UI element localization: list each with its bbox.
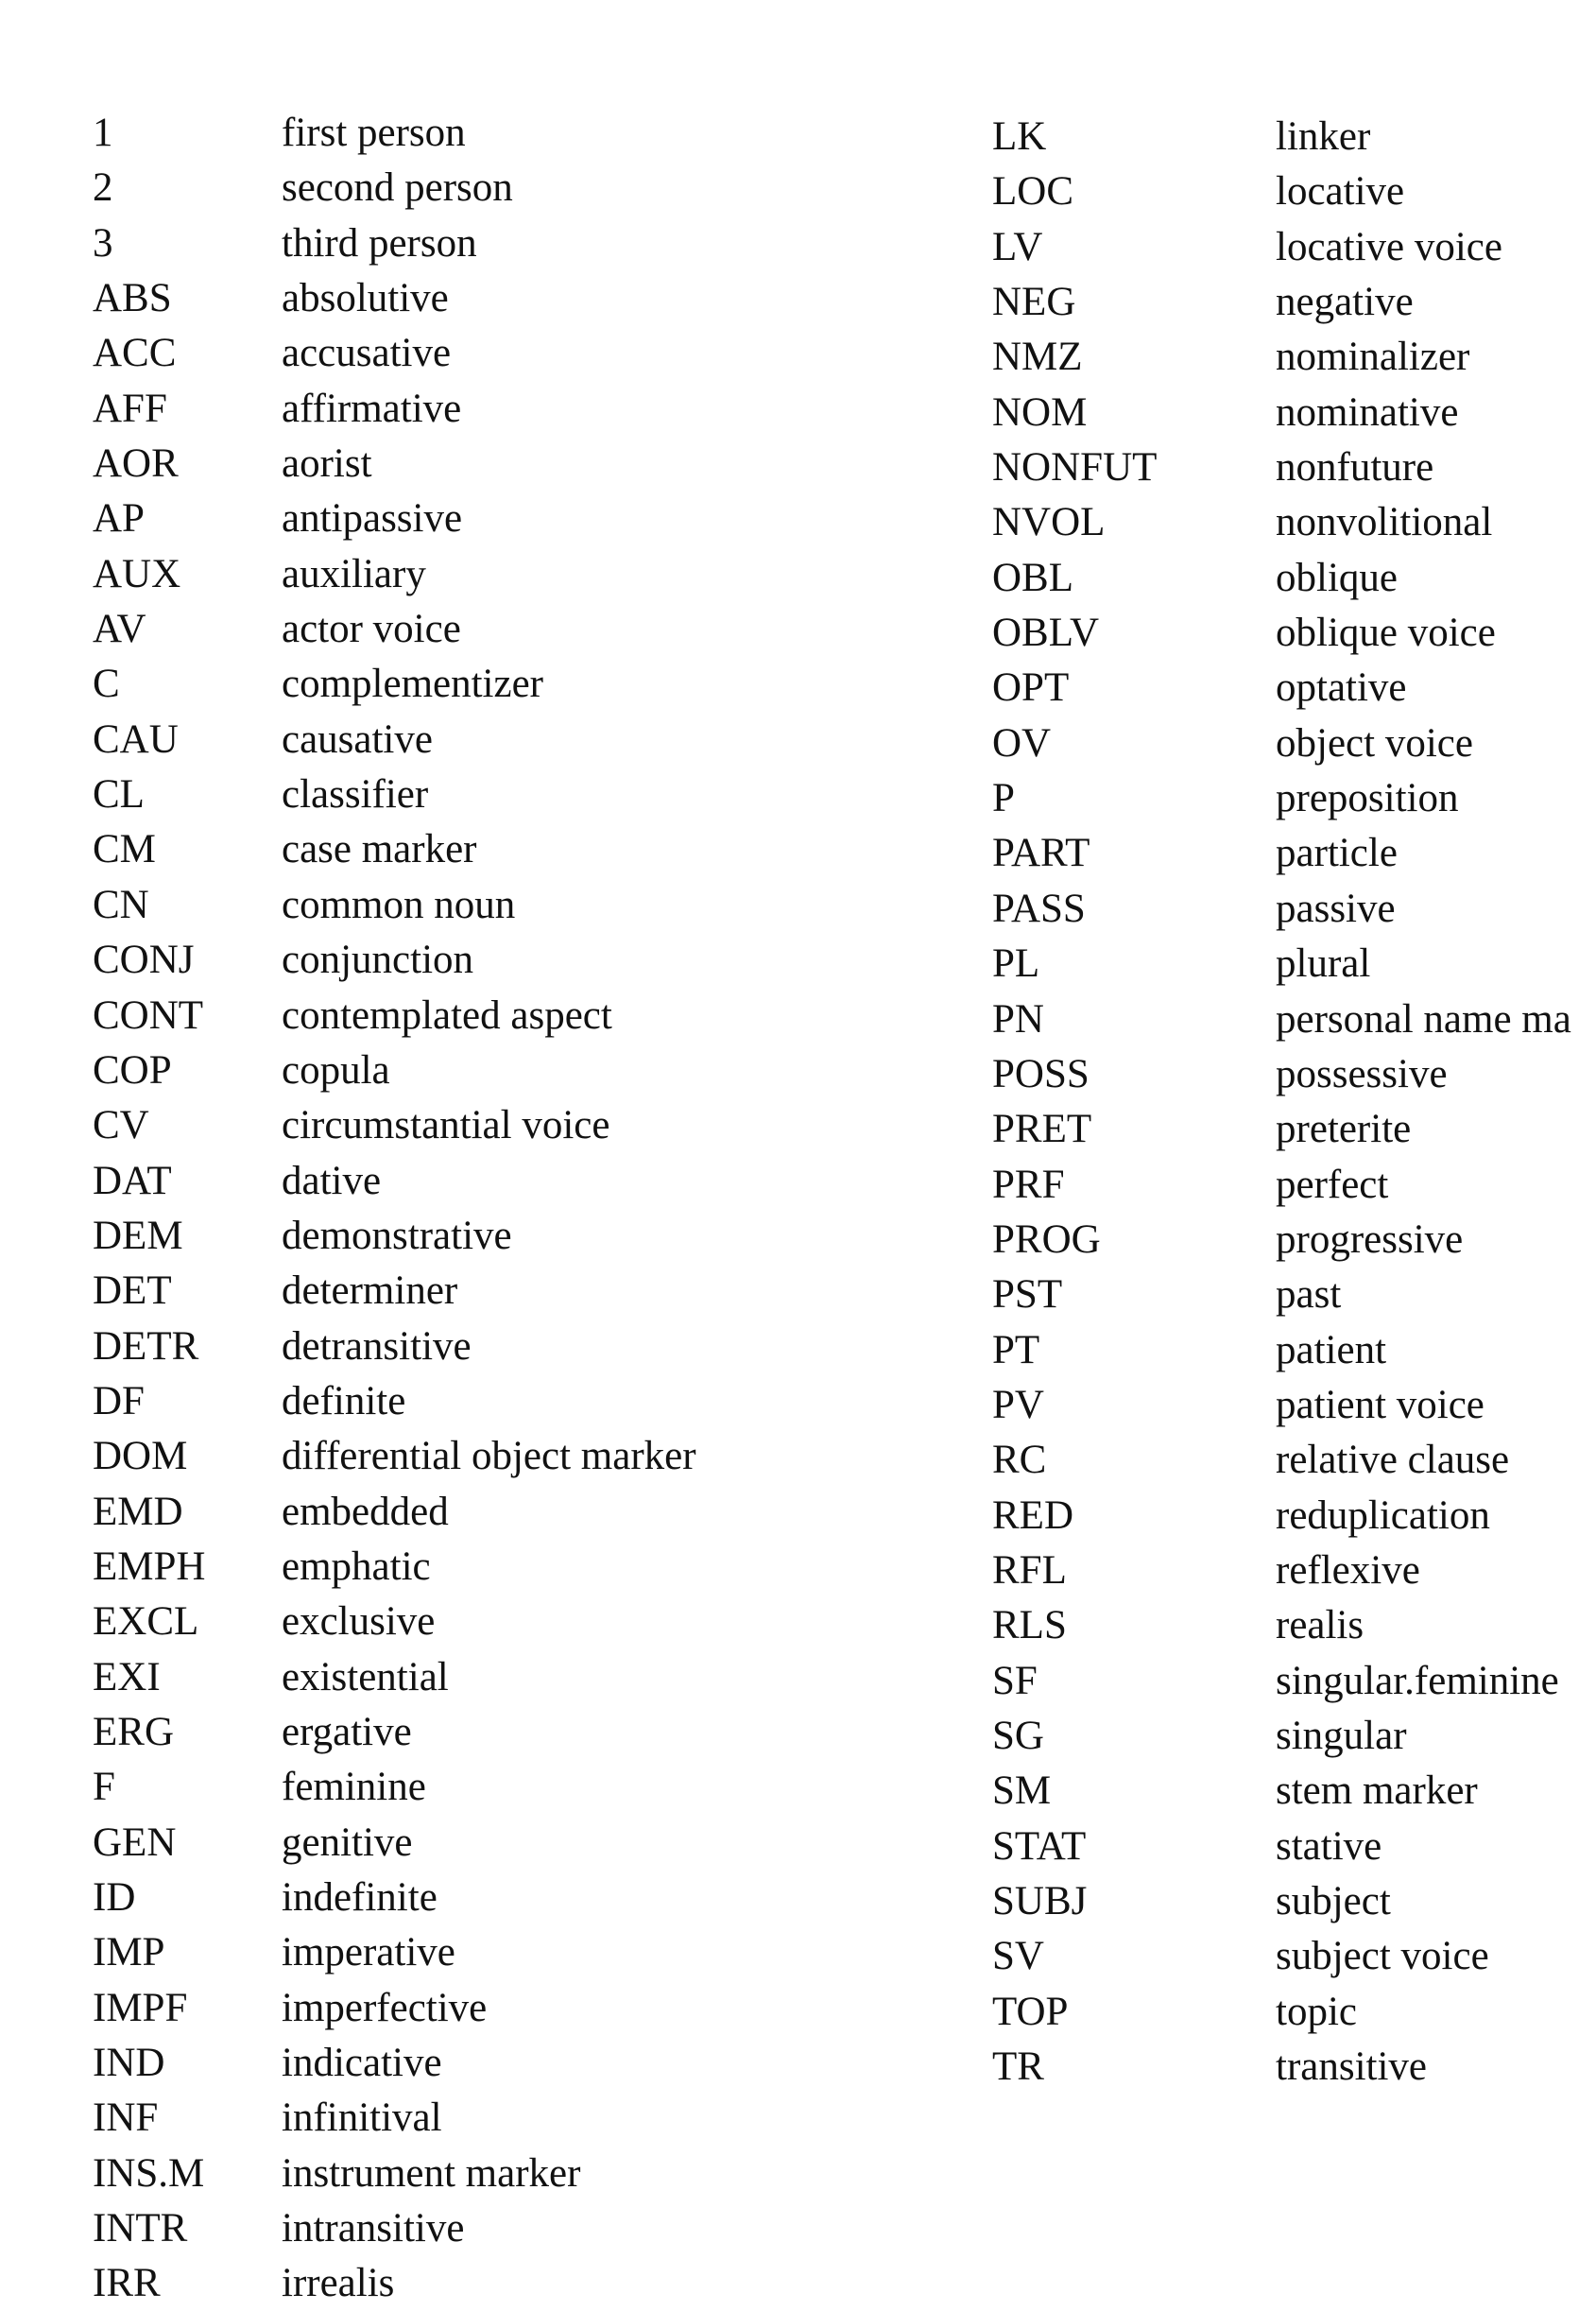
glossary-meaning: infinitival xyxy=(282,2095,442,2141)
glossary-entry xyxy=(992,1985,1571,2040)
glossary-meaning: detransitive xyxy=(282,1323,472,1369)
glossary-meaning: preposition xyxy=(1276,776,1459,821)
glossary-abbreviation: IMPF xyxy=(93,1985,188,2030)
glossary-entry xyxy=(93,2201,696,2256)
glossary-meaning: preterite xyxy=(1276,1107,1412,1152)
glossary-meaning: negative xyxy=(1276,280,1414,325)
glossary-meaning: instrument marker xyxy=(282,2150,581,2196)
glossary-entry xyxy=(93,1043,696,1098)
glossary-entry xyxy=(93,106,696,161)
glossary-meaning: oblique xyxy=(1276,555,1398,600)
glossary-abbreviation: 1 xyxy=(93,111,113,155)
glossary-abbreviation: SV xyxy=(992,1934,1044,1979)
glossary-abbreviation: PST xyxy=(992,1272,1063,1318)
glossary-entry xyxy=(93,1981,696,2036)
glossary-meaning: causative xyxy=(282,716,433,762)
glossary-meaning: case marker xyxy=(282,827,477,872)
glossary-entry xyxy=(93,822,696,877)
glossary-entry xyxy=(992,1213,1571,1268)
glossary-meaning: topic xyxy=(1276,1989,1357,2034)
glossary-entry xyxy=(992,440,1571,495)
glossary-abbreviation: INTR xyxy=(93,2206,188,2251)
glossary-meaning: affirmative xyxy=(282,386,462,431)
glossary-entry xyxy=(992,1819,1571,1874)
glossary-meaning: singular.feminine xyxy=(1276,1658,1559,1703)
glossary-meaning: particle xyxy=(1276,831,1398,876)
glossary-abbreviation: RLS xyxy=(992,1603,1067,1648)
glossary-entry xyxy=(992,1598,1571,1653)
glossary-meaning: determiner xyxy=(282,1268,458,1314)
glossary-entry xyxy=(93,989,696,1043)
glossary-meaning: possessive xyxy=(1276,1051,1448,1096)
glossary-abbreviation: NVOL xyxy=(992,500,1106,545)
glossary-entry xyxy=(992,1544,1571,1598)
glossary-abbreviation: DAT xyxy=(93,1158,172,1203)
glossary-abbreviation: SG xyxy=(992,1713,1044,1758)
glossary-entry xyxy=(93,1319,696,1374)
glossary-meaning: common noun xyxy=(282,882,516,927)
glossary-meaning: complementizer xyxy=(282,662,543,707)
glossary-meaning: singular xyxy=(1276,1713,1407,1758)
glossary-entry xyxy=(93,382,696,437)
glossary-meaning: circumstantial voice xyxy=(282,1103,610,1148)
glossary-abbreviation: LOC xyxy=(992,169,1073,215)
glossary-abbreviation: SUBJ xyxy=(992,1879,1088,1923)
glossary-abbreviation: AUX xyxy=(93,551,181,596)
glossary-meaning: first person xyxy=(282,111,466,155)
glossary-abbreviation: ACC xyxy=(93,331,177,376)
glossary-meaning: definite xyxy=(282,1378,406,1423)
glossary-meaning: copula xyxy=(282,1047,390,1093)
glossary-meaning: transitive xyxy=(1276,2044,1428,2090)
glossary-meaning: reduplication xyxy=(1276,1492,1490,1538)
glossary-abbreviation: PRF xyxy=(992,1162,1065,1207)
glossary-entry xyxy=(93,1429,696,1484)
glossary-meaning: plural xyxy=(1276,941,1371,987)
glossary-abbreviation: DETR xyxy=(93,1323,199,1369)
glossary-entry xyxy=(93,1154,696,1209)
glossary-entry xyxy=(992,1158,1571,1213)
glossary-meaning: indicative xyxy=(282,2041,442,2086)
glossary-meaning: contemplated aspect xyxy=(282,992,612,1038)
glossary-meaning: exclusive xyxy=(282,1599,436,1645)
glossary-meaning: nominalizer xyxy=(1276,335,1470,380)
glossary-meaning: conjunction xyxy=(282,938,474,983)
glossary-abbreviation: C xyxy=(93,662,120,707)
glossary-abbreviation: STAT xyxy=(992,1823,1087,1869)
glossary-entry xyxy=(93,161,696,216)
glossary-abbreviation: IMP xyxy=(93,1930,165,1975)
glossary-entry xyxy=(93,713,696,767)
glossary-abbreviation: PRET xyxy=(992,1107,1092,1152)
glossary-entry xyxy=(93,216,696,271)
glossary-entry xyxy=(992,1489,1571,1544)
glossary-meaning: classifier xyxy=(282,772,429,818)
glossary-abbreviation: IND xyxy=(93,2041,165,2086)
glossary-meaning: past xyxy=(1276,1272,1342,1318)
glossary-entry xyxy=(992,220,1571,275)
glossary-entry xyxy=(992,1709,1571,1764)
glossary-meaning: oblique voice xyxy=(1276,611,1496,656)
glossary-abbreviation: PN xyxy=(992,996,1044,1042)
glossary-entry xyxy=(93,2091,696,2146)
glossary-abbreviation: EXCL xyxy=(93,1599,199,1645)
glossary-abbreviation: DF xyxy=(93,1378,145,1423)
glossary-meaning: feminine xyxy=(282,1765,426,1810)
glossary-abbreviation: 2 xyxy=(93,165,113,211)
glossary-abbreviation: NONFUT xyxy=(992,445,1158,491)
glossary-abbreviation: POSS xyxy=(992,1051,1090,1096)
glossary-meaning: stem marker xyxy=(1276,1768,1478,1814)
glossary-abbreviation: EXI xyxy=(93,1654,161,1699)
glossary-meaning: perfect xyxy=(1276,1162,1389,1207)
glossary-abbreviation: CM xyxy=(93,827,156,872)
glossary-abbreviation: EMD xyxy=(93,1489,183,1534)
glossary-entry xyxy=(93,326,696,381)
glossary-abbreviation: INS.M xyxy=(93,2150,205,2196)
glossary-entry xyxy=(93,878,696,933)
glossary-entry xyxy=(992,661,1571,716)
glossary-abbreviation: ERG xyxy=(93,1709,174,1754)
glossary-meaning: nonfuture xyxy=(1276,445,1434,491)
glossary-abbreviation: CONJ xyxy=(93,938,195,983)
glossary-entry xyxy=(992,1047,1571,1102)
glossary-entry xyxy=(93,1760,696,1815)
glossary-meaning: intransitive xyxy=(282,2206,465,2251)
glossary-abbreviation: AV xyxy=(93,607,146,652)
glossary-meaning: ergative xyxy=(282,1709,412,1754)
glossary-entry xyxy=(992,1929,1571,1984)
glossary-abbreviation: SF xyxy=(992,1658,1038,1703)
glossary-abbreviation: CN xyxy=(93,882,149,927)
glossary-entry xyxy=(93,271,696,326)
glossary-entry xyxy=(93,1264,696,1319)
glossary-entry xyxy=(93,1816,696,1871)
glossary-meaning: dative xyxy=(282,1158,382,1203)
glossary-abbreviation: NOM xyxy=(992,389,1088,435)
glossary-meaning: patient voice xyxy=(1276,1382,1484,1427)
glossary-meaning: imperative xyxy=(282,1930,455,1975)
glossary-meaning: nominative xyxy=(1276,389,1459,435)
glossary-entry xyxy=(93,1595,696,1649)
glossary-entry xyxy=(992,495,1571,550)
glossary-meaning: subject xyxy=(1276,1879,1391,1923)
glossary-entry xyxy=(992,110,1571,164)
glossary-abbreviation: LV xyxy=(992,224,1043,269)
glossary-entry xyxy=(992,2040,1571,2095)
glossary-entry xyxy=(93,767,696,822)
glossary-meaning: locative xyxy=(1276,169,1405,215)
glossary-meaning: existential xyxy=(282,1654,449,1699)
glossary-entry xyxy=(93,657,696,712)
glossary-entry xyxy=(93,1098,696,1153)
glossary-abbreviation: NEG xyxy=(992,280,1076,325)
glossary-entry xyxy=(93,2147,696,2201)
glossary-abbreviation: PART xyxy=(992,831,1090,876)
glossary-meaning: object voice xyxy=(1276,720,1473,766)
glossary-abbreviation: 3 xyxy=(93,220,113,266)
glossary-entry xyxy=(93,547,696,602)
glossary-abbreviation: IRR xyxy=(93,2261,161,2306)
glossary-meaning: realis xyxy=(1276,1603,1364,1648)
glossary-abbreviation: AP xyxy=(93,496,145,542)
glossary-meaning: second person xyxy=(282,165,513,211)
glossary-entry xyxy=(992,1874,1571,1929)
glossary-abbreviation: DOM xyxy=(93,1434,188,1479)
glossary-meaning: irrealis xyxy=(282,2261,395,2306)
glossary-abbreviation: PT xyxy=(992,1327,1040,1372)
glossary-entry xyxy=(992,551,1571,606)
glossary-abbreviation: CONT xyxy=(93,992,204,1038)
glossary-meaning: genitive xyxy=(282,1819,413,1865)
glossary-abbreviation: NMZ xyxy=(992,335,1083,380)
glossary-meaning: differential object marker xyxy=(282,1434,696,1479)
glossary-meaning: progressive xyxy=(1276,1216,1464,1262)
glossary-entry xyxy=(93,1485,696,1540)
glossary-meaning: aorist xyxy=(282,441,372,487)
glossary-entry xyxy=(992,1764,1571,1819)
glossary-abbreviation: AFF xyxy=(93,386,167,431)
glossary-meaning: absolutive xyxy=(282,276,449,321)
glossary-abbreviation: PV xyxy=(992,1382,1044,1427)
glossary-abbreviation: CL xyxy=(93,772,145,818)
glossary-abbreviation: CV xyxy=(93,1103,149,1148)
glossary-meaning: linker xyxy=(1276,114,1371,159)
glossary-abbreviation: PROG xyxy=(992,1216,1101,1262)
glossary-abbreviation: COP xyxy=(93,1047,172,1093)
glossary-entry xyxy=(992,771,1571,826)
glossary-abbreviation: ABS xyxy=(93,276,172,321)
glossary-entry xyxy=(992,1102,1571,1157)
glossary-meaning: stative xyxy=(1276,1823,1382,1869)
glossary-entry xyxy=(992,1378,1571,1433)
glossary-entry xyxy=(992,1268,1571,1322)
glossary-entry xyxy=(93,2256,696,2311)
glossary-abbreviation: CAU xyxy=(93,716,179,762)
glossary-abbreviation: EMPH xyxy=(93,1544,206,1589)
glossary-meaning: emphatic xyxy=(282,1544,431,1589)
glossary-entry xyxy=(992,1433,1571,1488)
glossary-entry xyxy=(992,716,1571,771)
glossary-entry xyxy=(992,1654,1571,1709)
glossary-entry xyxy=(992,937,1571,992)
glossary-meaning: subject voice xyxy=(1276,1934,1489,1979)
glossary-entry xyxy=(992,882,1571,937)
glossary-entry xyxy=(93,437,696,492)
glossary-abbreviation: SM xyxy=(992,1768,1052,1814)
glossary-entry xyxy=(93,1705,696,1760)
glossary-meaning: reflexive xyxy=(1276,1547,1420,1593)
glossary-meaning: patient xyxy=(1276,1327,1387,1372)
glossary-abbreviation: TOP xyxy=(992,1989,1069,2034)
glossary-abbreviation: F xyxy=(93,1765,115,1810)
glossary-abbreviation: OBLV xyxy=(992,611,1100,656)
glossary-abbreviation: INF xyxy=(93,2095,159,2141)
glossary-abbreviation: P xyxy=(992,776,1015,821)
glossary-abbreviation: PASS xyxy=(992,886,1086,931)
glossary-entry xyxy=(93,1650,696,1705)
glossary-meaning: locative voice xyxy=(1276,224,1502,269)
glossary-meaning: optative xyxy=(1276,665,1407,711)
glossary-entry xyxy=(992,386,1571,440)
glossary-meaning: demonstrative xyxy=(282,1213,512,1258)
glossary-entry xyxy=(93,1540,696,1595)
glossary-entry xyxy=(93,1871,696,1925)
glossary-abbreviation: LK xyxy=(992,114,1047,159)
glossary-entry xyxy=(93,1209,696,1264)
glossary-meaning: indefinite xyxy=(282,1875,438,1920)
glossary-entry xyxy=(992,330,1571,385)
glossary-abbreviation: RFL xyxy=(992,1547,1067,1593)
glossary-meaning: accusative xyxy=(282,331,452,376)
glossary-entry xyxy=(93,602,696,657)
glossary-entry xyxy=(93,492,696,546)
glossary-entry xyxy=(93,933,696,988)
glossary-left-column xyxy=(93,106,696,2311)
glossary-entry xyxy=(992,826,1571,881)
glossary-entry xyxy=(992,164,1571,219)
glossary-abbreviation: OPT xyxy=(992,665,1070,711)
glossary-abbreviation: RC xyxy=(992,1438,1047,1483)
glossary-entry xyxy=(93,1374,696,1429)
glossary-meaning: nonvolitional xyxy=(1276,500,1493,545)
glossary-meaning: auxiliary xyxy=(282,551,426,596)
glossary-meaning: passive xyxy=(1276,886,1396,931)
glossary-meaning: personal name ma xyxy=(1276,996,1571,1042)
glossary-abbreviation: RED xyxy=(992,1492,1073,1538)
glossary-meaning: actor voice xyxy=(282,607,461,652)
glossary-abbreviation: AOR xyxy=(93,441,179,487)
glossary-abbreviation: ID xyxy=(93,1875,136,1920)
glossary-entry xyxy=(992,606,1571,661)
glossary-abbreviation: OV xyxy=(992,720,1052,766)
glossary-meaning: relative clause xyxy=(1276,1438,1510,1483)
glossary-abbreviation: TR xyxy=(992,2044,1044,2090)
glossary-abbreviation: GEN xyxy=(93,1819,177,1865)
glossary-meaning: imperfective xyxy=(282,1985,488,2030)
glossary-entry xyxy=(93,2036,696,2091)
glossary-meaning: antipassive xyxy=(282,496,463,542)
glossary-entry xyxy=(93,1925,696,1980)
glossary-abbreviation: PL xyxy=(992,941,1040,987)
glossary-abbreviation: DET xyxy=(93,1268,172,1314)
glossary-abbreviation: DEM xyxy=(93,1213,183,1258)
glossary-entry xyxy=(992,992,1571,1047)
glossary-right-column xyxy=(992,110,1571,2095)
glossary-entry xyxy=(992,1323,1571,1378)
glossary-meaning: embedded xyxy=(282,1489,449,1534)
glossary-entry xyxy=(992,275,1571,330)
glossary-meaning: third person xyxy=(282,220,477,266)
glossary-abbreviation: OBL xyxy=(992,555,1073,600)
